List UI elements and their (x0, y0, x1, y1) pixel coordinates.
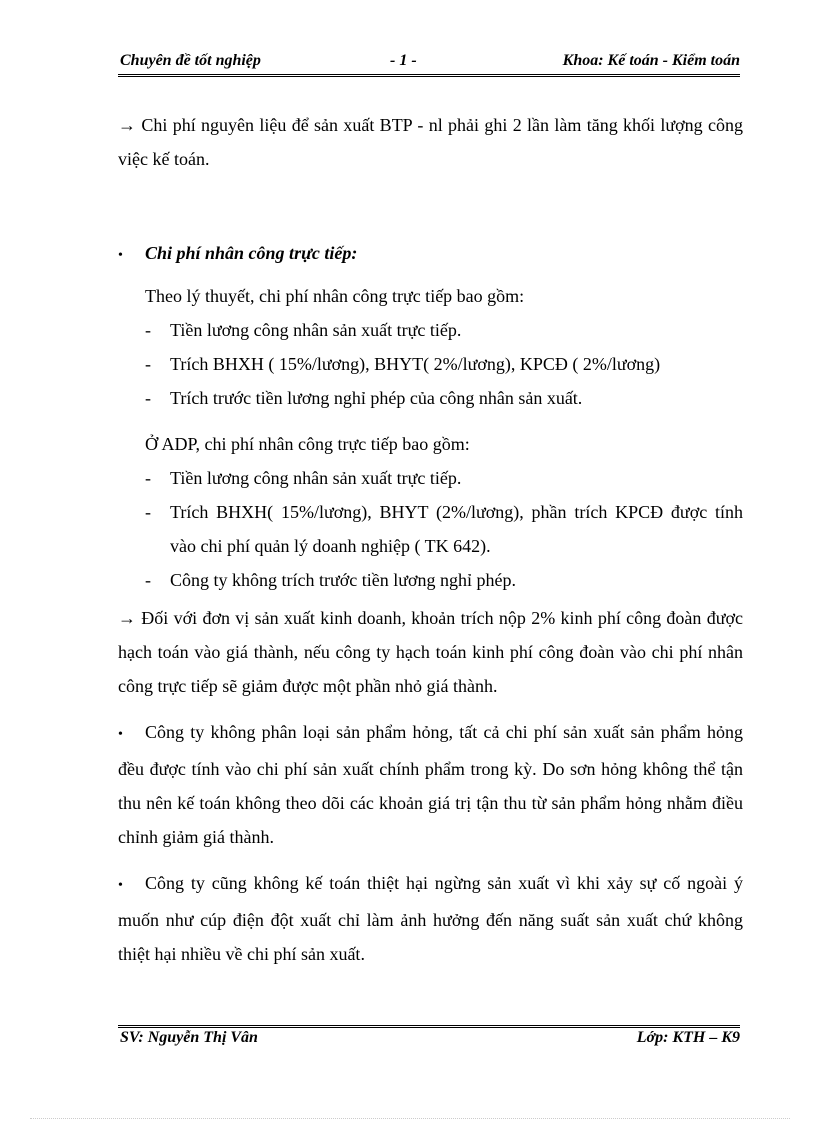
header-rule (118, 74, 740, 77)
bullet-icon: • (118, 727, 123, 742)
bullet-icon: • (118, 878, 123, 893)
section-title: Chi phí nhân công trực tiếp: (145, 243, 358, 263)
section-heading (118, 236, 743, 273)
list-item (118, 313, 743, 347)
adp-intro: Ở ADP, chi phí nhân công trực tiếp bao gồm: (145, 434, 470, 454)
header-faculty: Khoa: Kế toán - Kiểm toán (562, 52, 740, 69)
dash-icon: - (145, 320, 151, 340)
bullet-paragraph-2 (118, 866, 743, 971)
intro-paragraph: → Chi phí nguyên liệu để sản xuất BTP - nl phải ghi 2 lần làm tăng khối lượng công việc kế toán. (118, 115, 743, 169)
theory-item-1: Tiền lương công nhân sản xuất trực tiếp. (170, 320, 462, 340)
page-header (118, 50, 740, 74)
dash-icon: - (145, 388, 151, 408)
theory-item-2: Trích BHXH ( 15%/lương), BHYT( 2%/lương), KPCĐ ( 2%/lương) (170, 354, 661, 374)
header-thesis-title: Chuyên đề tốt nghiệp (120, 52, 261, 69)
adp-item-2: Trích BHXH( 15%/lương), BHYT (2%/lương), phần trích KPCĐ được tính vào chi phí quản lý doanh nghiệp ( TK 642). (170, 502, 743, 556)
header-page-number: - 1 - (390, 52, 417, 69)
footer-student: SV: Nguyễn Thị Vân (120, 1029, 258, 1046)
footer-class: Lớp: KTH – K9 (636, 1029, 740, 1046)
bullet-2-text: Công ty cũng không kế toán thiệt hại ngừng sản xuất vì khi xảy sự cố ngoài ý muốn như cúp điện đột xuất chỉ làm ảnh hưởng đến năng suất sản xuất chứ không thiệt hại nhiều về chi phí sản xuất. (118, 873, 743, 964)
document-body (118, 108, 743, 971)
adp-item-1: Tiền lương công nhân sản xuất trực tiếp. (170, 468, 462, 488)
dash-icon: - (145, 502, 151, 522)
list-item (118, 347, 743, 381)
page-bottom-border (30, 1118, 790, 1119)
list-item (118, 381, 743, 415)
adp-item-3: Công ty không trích trước tiền lương nghỉ phép. (170, 570, 517, 590)
bullet-1-text: Công ty không phân loại sản phẩm hỏng, tất cả chi phí sản xuất sản phẩm hỏng đều được tính vào chi phí sản xuất chính phẩm trong kỳ. Do sơn hỏng không thể tận thu nên kế toán không theo dõi các khoản giá trị tận thu từ sản phẩm hỏng nhằm điều chỉnh giảm giá thành. (118, 722, 743, 847)
conclusion-paragraph: → Đối với đơn vị sản xuất kinh doanh, khoản trích nộp 2% kinh phí công đoàn được hạch toán vào giá thành, nếu công ty hạch toán kinh phí công đoàn vào chi phí nhân công trực tiếp sẽ giảm được một phần nhỏ giá thành. (118, 608, 743, 696)
list-item (118, 461, 743, 495)
list-item (118, 495, 743, 563)
list-item (118, 563, 743, 597)
footer-rule (118, 1025, 740, 1028)
bullet-icon: • (118, 248, 123, 263)
theory-item-3: Trích trước tiền lương nghỉ phép của công nhân sản xuất. (170, 388, 583, 408)
bullet-paragraph-1 (118, 715, 743, 854)
dash-icon: - (145, 570, 151, 590)
dash-icon: - (145, 354, 151, 374)
theory-intro: Theo lý thuyết, chi phí nhân công trực tiếp bao gồm: (145, 286, 525, 306)
dash-icon: - (145, 468, 151, 488)
